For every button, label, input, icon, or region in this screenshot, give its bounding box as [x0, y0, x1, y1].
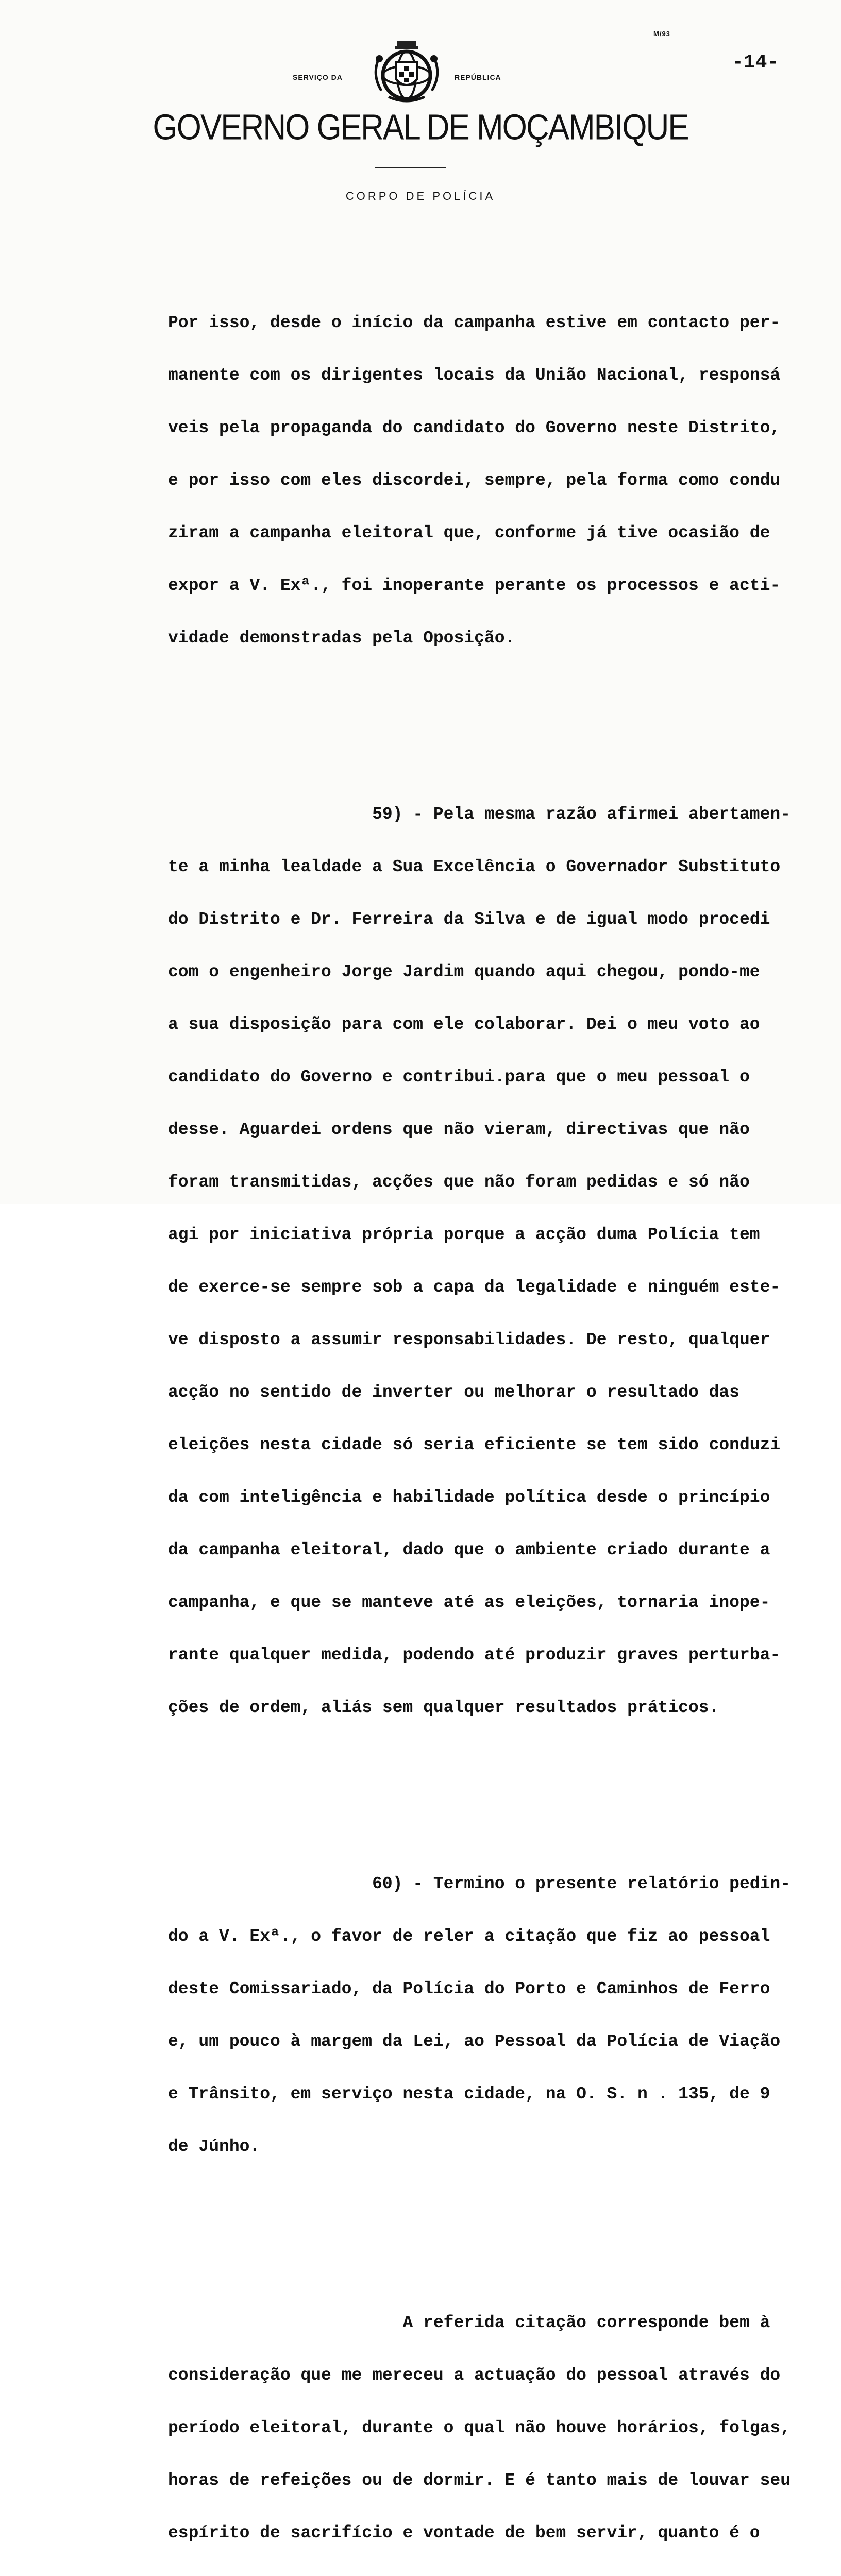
page-title: GOVERNO GERAL DE MOÇAMBIQUE: [153, 107, 688, 148]
text-line: te a minha lealdade a Sua Excelência o Governador Substituto: [168, 857, 781, 876]
text-line: campanha, e que se manteve até as eleições, tornaria inope-: [168, 1593, 770, 1612]
paragraph-59: [168, 771, 802, 1752]
republica-label: REPÚBLICA: [455, 73, 501, 81]
text-line: 59) - Pela mesma razão afirmei abertamen-: [168, 805, 790, 824]
text-line: acção no sentido de inverter ou melhorar o resultado das: [168, 1383, 739, 1402]
text-line: espírito de sacrifício e vontade de bem servir, quanto é o: [168, 2523, 760, 2543]
text-line: ve disposto a assumir responsabilidades. De resto, qualquer: [168, 1330, 770, 1349]
text-line: candidato do Governo e contribui.para que o meu pessoal o: [168, 1067, 750, 1087]
text-line: foram transmitidas, acções que não foram pedidas e só não: [168, 1173, 750, 1192]
text-line: e por isso com eles discordei, sempre, pela forma como condu: [168, 471, 781, 490]
text-line: 60) - Termino o presente relatório pedin-: [168, 1874, 790, 1893]
text-line: rante qualquer medida, podendo até produzir graves perturba-: [168, 1646, 781, 1665]
text-line: com o engenheiro Jorge Jardim quando aqui chegou, pondo-me: [168, 962, 760, 981]
text-line: de exerce-se sempre sob a capa da legalidade e ninguém este-: [168, 1278, 781, 1297]
text-line: período eleitoral, durante o qual não houve horários, folgas,: [168, 2418, 790, 2437]
text-line: vidade demonstradas pela Oposição.: [168, 629, 515, 648]
text-line: manente com os dirigentes locais da União Nacional, responsá: [168, 366, 781, 385]
text-line: veis pela propaganda do candidato do Governo neste Distrito,: [168, 418, 781, 437]
text-line: e, um pouco à margem da Lei, ao Pessoal da Polícia de Viação: [168, 2032, 781, 2051]
text-line: de Júnho.: [168, 2137, 260, 2156]
document-body: [168, 244, 802, 2576]
paragraph-1: [168, 279, 802, 682]
text-line: da campanha eleitoral, dado que o ambiente criado durante a: [168, 1540, 770, 1560]
text-line: agi por iniciativa própria porque a acção duma Polícia tem: [168, 1225, 760, 1244]
text-line: A referida citação corresponde bem à: [168, 2313, 770, 2332]
text-line: e Trânsito, em serviço nesta cidade, na O. S. n . 135, de 9: [168, 2084, 770, 2104]
letterhead: [0, 39, 841, 106]
servico-label: SERVIÇO DA: [293, 73, 343, 81]
coat-of-arms-icon: [368, 39, 445, 106]
text-line: ziram a campanha eleitoral que, conforme já tive ocasião de: [168, 523, 770, 543]
text-line: desse. Aguardei ordens que não vieram, directivas que não: [168, 1120, 750, 1139]
text-line: do Distrito e Dr. Ferreira da Silva e de igual modo procedi: [168, 910, 770, 929]
title-divider: [375, 167, 446, 168]
text-line: horas de refeições ou de dormir. E é tanto mais de louvar seu: [168, 2471, 790, 2490]
text-line: ções de ordem, aliás sem qualquer resultados práticos.: [168, 1698, 719, 1717]
paragraph-60: [168, 1840, 802, 2191]
text-line: expor a V. Exª., foi inoperante perante os processos e acti-: [168, 576, 781, 595]
text-line: da com inteligência e habilidade política desde o princípio: [168, 1488, 770, 1507]
text-line: deste Comissariado, da Polícia do Porto e Caminhos de Ferro: [168, 1979, 770, 1998]
page-subtitle: CORPO DE POLÍCIA: [345, 190, 496, 202]
text-line: consideração que me mereceu a actuação do pessoal através do: [168, 2366, 781, 2385]
text-line: eleições nesta cidade só seria eficiente se tem sido conduzi: [168, 1435, 781, 1454]
form-code: M/93: [653, 30, 670, 38]
text-line: do a V. Exª., o favor de reler a citação que fiz ao pessoal: [168, 1927, 770, 1946]
page-number: -14-: [732, 52, 779, 74]
text-line: Por isso, desde o início da campanha estive em contacto per-: [168, 313, 781, 332]
text-line: a sua disposição para com ele colaborar. Dei o meu voto ao: [168, 1015, 760, 1034]
paragraph-citation: [168, 2279, 802, 2576]
